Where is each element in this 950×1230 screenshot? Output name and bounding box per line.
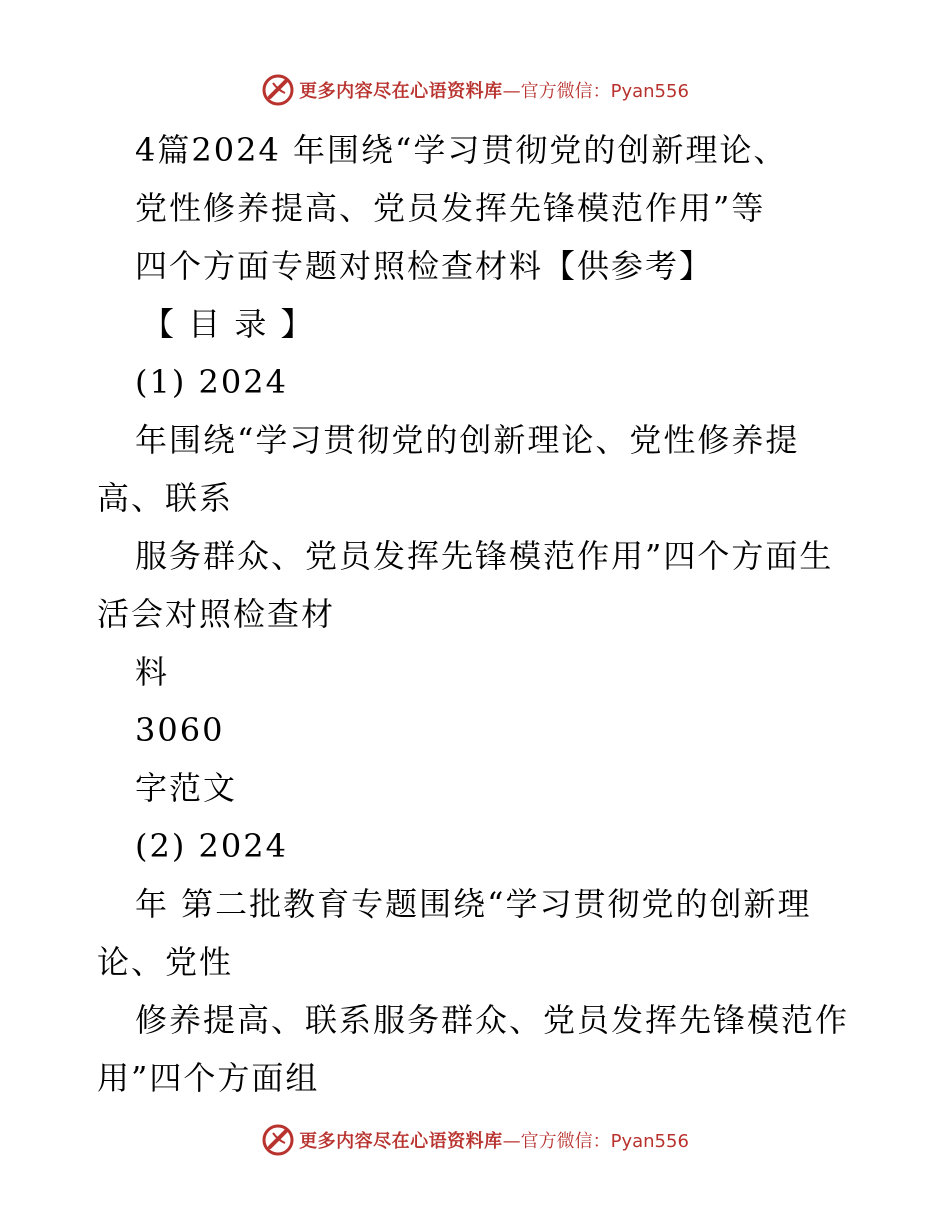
toc-item-1-line-7: 字范文 <box>135 769 238 807</box>
header-banner <box>0 70 950 110</box>
footer-banner <box>0 1120 950 1160</box>
toc-item-2-line-1: 年 第二批教育专题围绕“学习贯彻党的创新理 <box>135 885 812 923</box>
toc-item-1-line-6: 3060 <box>135 711 225 749</box>
toc-item-2-line-2: 论、党性 <box>97 943 234 981</box>
toc-heading: 【 目 录 】 <box>142 305 315 343</box>
toc-item-1-number: (1) 2024 <box>135 363 288 401</box>
toc-item-1-line-1: 年围绕“学习贯彻党的创新理论、党性修养提 <box>135 421 800 459</box>
brand-logo-icon <box>261 1123 295 1157</box>
banner-wechat: —官方微信：Pyan556 <box>502 81 689 102</box>
banner-title: 更多内容尽在心语资料库 <box>299 81 503 102</box>
doc-title-line-1: 4篇2024 年围绕“学习贯彻党的创新理论、 <box>135 131 788 169</box>
toc-item-2-line-4: 用”四个方面组 <box>97 1059 320 1097</box>
toc-item-2-number: (2) 2024 <box>135 827 288 865</box>
brand-logo-icon <box>261 73 295 107</box>
toc-item-1-line-5: 料 <box>135 653 170 691</box>
toc-item-1-line-2: 高、联系 <box>97 479 234 517</box>
banner-wechat: —官方微信：Pyan556 <box>502 1131 689 1152</box>
toc-item-2-line-3: 修养提高、联系服务群众、党员发挥先锋模范作 <box>135 1001 850 1039</box>
doc-title-line-2: 党性修养提高、党员发挥先锋模范作用”等 <box>135 189 766 227</box>
toc-item-1-line-4: 活会对照检查材 <box>97 595 336 633</box>
doc-title-line-3: 四个方面专题对照检查材料【供参考】 <box>135 247 714 285</box>
toc-item-1-line-3: 服务群众、党员发挥先锋模范作用”四个方面生 <box>135 537 834 575</box>
banner-title: 更多内容尽在心语资料库 <box>299 1131 503 1152</box>
